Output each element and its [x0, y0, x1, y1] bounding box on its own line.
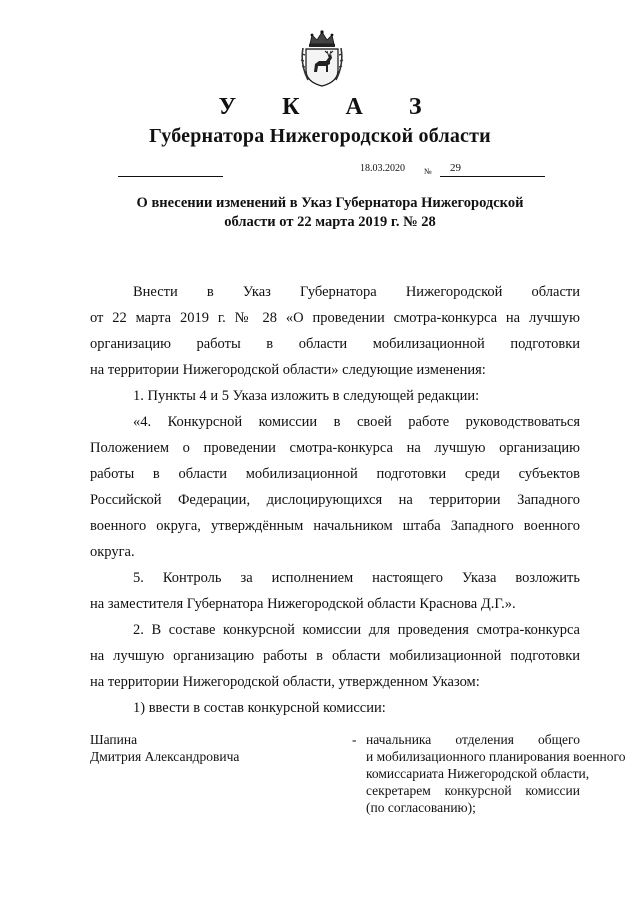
- paragraph-item-2: [90, 617, 580, 695]
- document-date: 18.03.2020: [360, 163, 405, 174]
- text-line: округа.: [90, 544, 135, 560]
- document-subject: [120, 194, 540, 232]
- text-line: на заместителя Губернатора Нижегородской области Краснова Д.Г.».: [90, 596, 516, 612]
- member-given-names: Дмитрия Александровича: [90, 749, 240, 764]
- member-role: [366, 731, 626, 816]
- paragraph-item-1: [90, 383, 580, 409]
- text-line: организацию работы в области мобилизационной подготовки: [90, 336, 580, 352]
- number-underline: [440, 176, 545, 177]
- subject-line-1: О внесении изменений в Указ Губернатора Нижегородской: [136, 195, 524, 211]
- number-label: №: [424, 167, 432, 176]
- paragraph-intro: [90, 279, 580, 383]
- text-line: Российской Федерации, дислоцирующихся на территории Западного: [90, 492, 580, 508]
- issuer-title: Губернатора Нижегородской области: [149, 125, 491, 147]
- subject-line-2: области от 22 марта 2019 г. № 28: [224, 214, 436, 230]
- text-line: военного округа, утверждённым начальником штаба Западного военного: [90, 518, 580, 534]
- text-line: на лучшую организацию работы в области мобилизационной подготовки: [90, 648, 580, 664]
- text-line: от 22 марта 2019 г. № 28 «О проведении смотра-конкурса на лучшую: [90, 310, 580, 326]
- paragraph-point-5: [90, 565, 580, 617]
- role-line: (по согласованию);: [366, 800, 476, 815]
- paragraph-point-4: [90, 409, 580, 565]
- coat-of-arms-emblem: [300, 30, 344, 88]
- text-line: на территории Нижегородской области, утвержденном Указом:: [90, 674, 480, 690]
- text-line: 1) ввести в состав конкурсной комиссии:: [133, 700, 386, 716]
- paragraph-subitem-1: [90, 695, 580, 721]
- role-line: секретарем конкурсной комиссии: [366, 783, 580, 798]
- left-signature-line: [118, 176, 223, 177]
- text-line: на территории Нижегородской области» следующие изменения:: [90, 362, 486, 378]
- text-line: «4. Конкурсной комиссии в своей работе руководствоваться: [133, 414, 580, 430]
- text-line: Положением о проведении смотра-конкурса на лучшую организацию: [90, 440, 580, 456]
- member-name: [90, 731, 270, 765]
- text-line: 5. Контроль за исполнением настоящего Указа возложить: [133, 570, 580, 586]
- role-line: комиссариата Нижегородской области,: [366, 766, 590, 781]
- role-line: и мобилизационного планирования военного: [366, 749, 626, 764]
- document-type-title: У К А З: [218, 94, 442, 120]
- member-surname: Шапина: [90, 732, 138, 747]
- text-line: работы в области мобилизационной подготовки среди субъектов: [90, 466, 580, 482]
- commission-member-entry: [90, 731, 626, 821]
- text-line: Внести в Указ Губернатора Нижегородской области: [133, 284, 580, 300]
- document-number: 29: [450, 162, 461, 174]
- text-line: 1. Пункты 4 и 5 Указа изложить в следующей редакции:: [133, 388, 480, 404]
- member-dash: -: [352, 732, 357, 747]
- role-line: начальника отделения общего: [366, 732, 580, 747]
- text-line: 2. В составе конкурсной комиссии для проведения смотра-конкурса: [133, 622, 580, 638]
